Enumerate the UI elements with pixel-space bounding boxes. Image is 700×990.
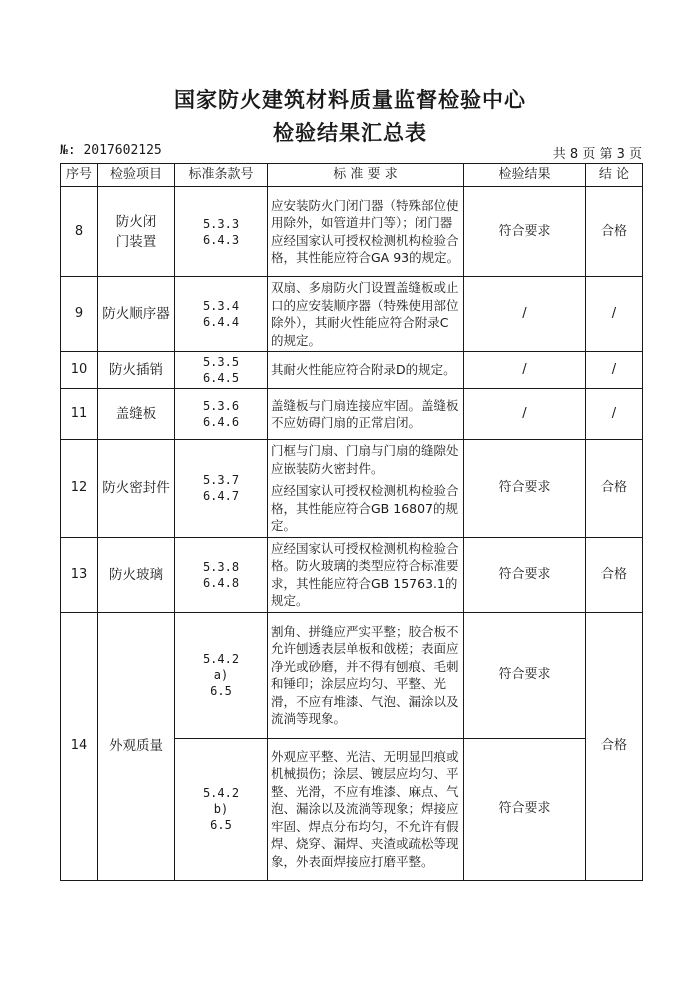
column-header-no: 序号: [61, 164, 98, 187]
row-number: 10: [61, 352, 98, 389]
standard-requirement: 外观应平整、光洁、无明显凹痕或机械损伤；涂层、镀层应均匀、平整、光滑，不应有堆漆、麻点、气泡、漏涂以及流淌等现象；焊接应牢固、焊点分布均匀，不允许有假焊、烧穿、漏焊、夹渣或疏松等现象，外表面焊接应打磨平整。: [268, 738, 464, 880]
inspection-result: /: [464, 352, 586, 389]
report-title: 国家防火建筑材料质量监督检验中心: [174, 88, 526, 112]
report-subtitle: 检验结果汇总表: [273, 121, 427, 145]
inspection-item: 外观质量: [98, 612, 175, 880]
column-header-requirement: 标 准 要 求: [268, 164, 464, 187]
requirement-paragraph: 门框与门扇、门扇与门扇的缝隙处应嵌装防火密封件。: [271, 443, 459, 476]
conclusion: 合格: [586, 187, 643, 277]
row-number: 13: [61, 537, 98, 612]
standard-clause: 5.4.2 a) 6.5: [175, 612, 268, 738]
standard-requirement: 割角、拼缝应严实平整；胶合板不允许刨透表层单板和戗槎；表面应净光或砂磨，并不得有刨痕、毛刺和锤印；涂层应均匀、平整、光滑，不应有堆漆、气泡、漏涂以及流淌等现象。: [268, 612, 464, 738]
conclusion: 合格: [586, 537, 643, 612]
inspection-item: 防火插销: [98, 352, 175, 389]
inspection-result: 符合要求: [464, 612, 586, 738]
results-table: [60, 163, 643, 881]
standard-clause: 5.3.6 6.4.6: [175, 389, 268, 440]
inspection-result: 符合要求: [464, 738, 586, 880]
conclusion: /: [586, 352, 643, 389]
row-number: 14: [61, 612, 98, 880]
inspection-result: 符合要求: [464, 187, 586, 277]
standard-requirement: 应经国家认可授权检测机构检验合格。防火玻璃的类型应符合标准要求，其性能应符合GB 15763.1的规定。: [268, 537, 464, 612]
standard-requirement: [268, 440, 464, 538]
table-row: [61, 277, 643, 352]
table-row: [61, 352, 643, 389]
inspection-item: 防火密封件: [98, 440, 175, 538]
requirement-paragraph: 应经国家认可授权检测机构检验合格，其性能应符合GB 16807的规定。: [271, 483, 459, 533]
standard-requirement: 其耐火性能应符合附录D的规定。: [268, 352, 464, 389]
inspection-result: 符合要求: [464, 537, 586, 612]
page-indicator: 共 8 页 第 3 页: [552, 147, 642, 162]
inspection-item: 防火闭 门装置: [98, 187, 175, 277]
column-header-clause: 标准条款号: [175, 164, 268, 187]
conclusion: /: [586, 277, 643, 352]
standard-clause: 5.4.2 b) 6.5: [175, 738, 268, 880]
standard-clause: 5.3.7 6.4.7: [175, 440, 268, 538]
row-number: 11: [61, 389, 98, 440]
inspection-item: 盖缝板: [98, 389, 175, 440]
column-header-result: 检验结果: [464, 164, 586, 187]
column-header-item: 检验项目: [98, 164, 175, 187]
standard-clause: 5.3.8 6.4.8: [175, 537, 268, 612]
document-number: №: 2017602125: [60, 143, 162, 158]
inspection-result: 符合要求: [464, 440, 586, 538]
table-row: [61, 389, 643, 440]
inspection-result: /: [464, 389, 586, 440]
table-header-row: [61, 164, 643, 187]
conclusion: 合格: [586, 612, 643, 880]
column-header-conclusion: 结 论: [586, 164, 643, 187]
inspection-item: 防火玻璃: [98, 537, 175, 612]
table-row: [61, 187, 643, 277]
table-row: [61, 537, 643, 612]
row-number: 8: [61, 187, 98, 277]
conclusion: /: [586, 389, 643, 440]
standard-requirement: 盖缝板与门扇连接应牢固。盖缝板不应妨碍门扇的正常启闭。: [268, 389, 464, 440]
standard-clause: 5.3.4 6.4.4: [175, 277, 268, 352]
standard-requirement: 双扇、多扇防火门设置盖缝板或止口的应安装顺序器（特殊使用部位除外），其耐火性能应符合附录C的规定。: [268, 277, 464, 352]
standard-clause: 5.3.5 6.4.5: [175, 352, 268, 389]
table-row: [61, 440, 643, 538]
row-number: 9: [61, 277, 98, 352]
inspection-item: 防火顺序器: [98, 277, 175, 352]
inspection-result: /: [464, 277, 586, 352]
table-row: [61, 612, 643, 738]
standard-requirement: 应安装防火门闭门器（特殊部位使用除外，如管道井门等）；闭门器应经国家认可授权检测机构检验合格，其性能应符合GA 93的规定。: [268, 187, 464, 277]
row-number: 12: [61, 440, 98, 538]
standard-clause: 5.3.3 6.4.3: [175, 187, 268, 277]
conclusion: 合格: [586, 440, 643, 538]
